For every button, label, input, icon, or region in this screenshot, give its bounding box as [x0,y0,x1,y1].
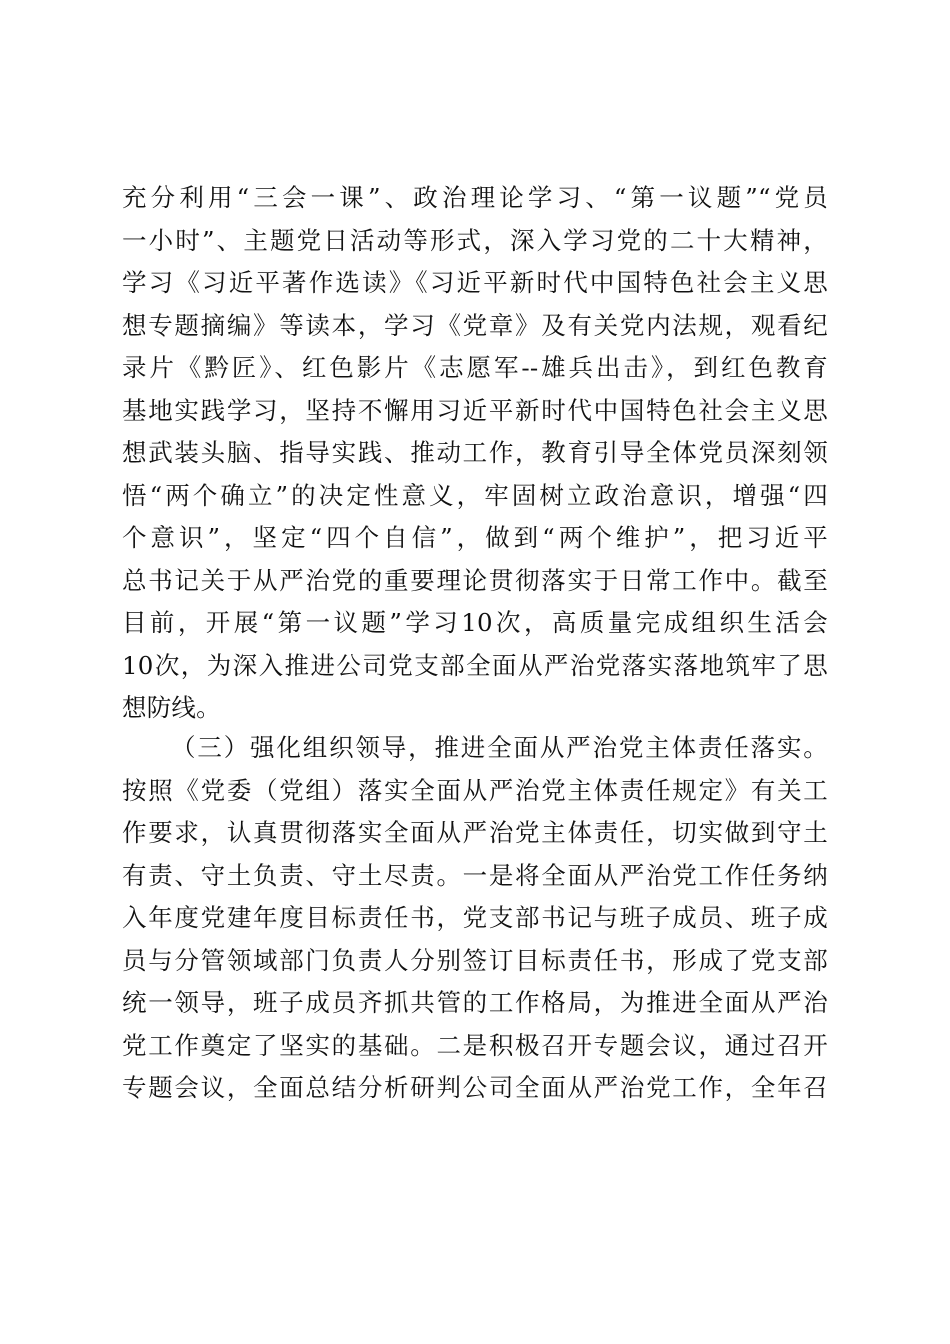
text-line: 录片《黔匠》、红色影片《志愿军--雄兵出击》，到红色教育 [122,353,828,382]
text-line: 统一领导，班子成员齐抓共管的工作格局，为推进全面从严治 [122,988,828,1017]
text-line: 党工作奠定了坚实的基础。二是积极召开专题会议，通过召开 [122,1030,828,1060]
text-line: 学习《习近平著作选读》《习近平新时代中国特色社会主义思 [122,268,828,297]
text-line: 按照《党委（党组）落实全面从严治党主体责任规定》有关工 [122,775,828,805]
text-line: 想武装头脑、指导实践、推动工作，教育引导全体党员深刻领 [122,438,828,467]
paragraph-organizational-leadership [122,727,828,1110]
text-line: 充分利用“三会一课”、政治理论学习、“第一议题”“党员 [122,183,828,212]
text-line: 一小时”、主题党日活动等形式，深入学习党的二十大精神， [122,225,828,255]
paragraph-study-activities [122,177,828,730]
text-line: 目前，开展“第一议题”学习10次，高质量完成组织生活会 [122,608,828,637]
text-line: 总书记关于从严治党的重要理论贯彻落实于日常工作中。截至 [122,565,828,595]
text-line: 悟“两个确立”的决定性意义，牢固树立政治意识，增强“四 [122,480,828,510]
text-line: 10次，为深入推进公司党支部全面从严治党落实落地筑牢了思 [122,650,828,680]
text-line: 基地实践学习，坚持不懈用习近平新时代中国特色社会主义思 [122,395,828,425]
text-line: 专题会议，全面总结分析研判公司全面从严治党工作，全年召 [122,1073,828,1102]
text-line: 想防线。 [122,693,221,722]
text-line: 个意识”，坚定“四个自信”，做到“两个维护”，把习近平 [122,523,828,552]
text-line: 作要求，认真贯彻落实全面从严治党主体责任，切实做到守土 [122,818,828,847]
text-line: 想专题摘编》等读本，学习《党章》及有关党内法规，观看纪 [122,310,828,340]
text-line: 员与分管领域部门负责人分别签订目标责任书，形成了党支部 [122,945,828,975]
text-line: 入年度党建年度目标责任书，党支部书记与班子成员、班子成 [122,903,828,932]
section-heading-line: （三）强化组织领导，推进全面从严治党主体责任落实。 [171,733,828,762]
text-line: 有责、守土负责、守土尽责。一是将全面从严治党工作任务纳 [122,860,828,890]
